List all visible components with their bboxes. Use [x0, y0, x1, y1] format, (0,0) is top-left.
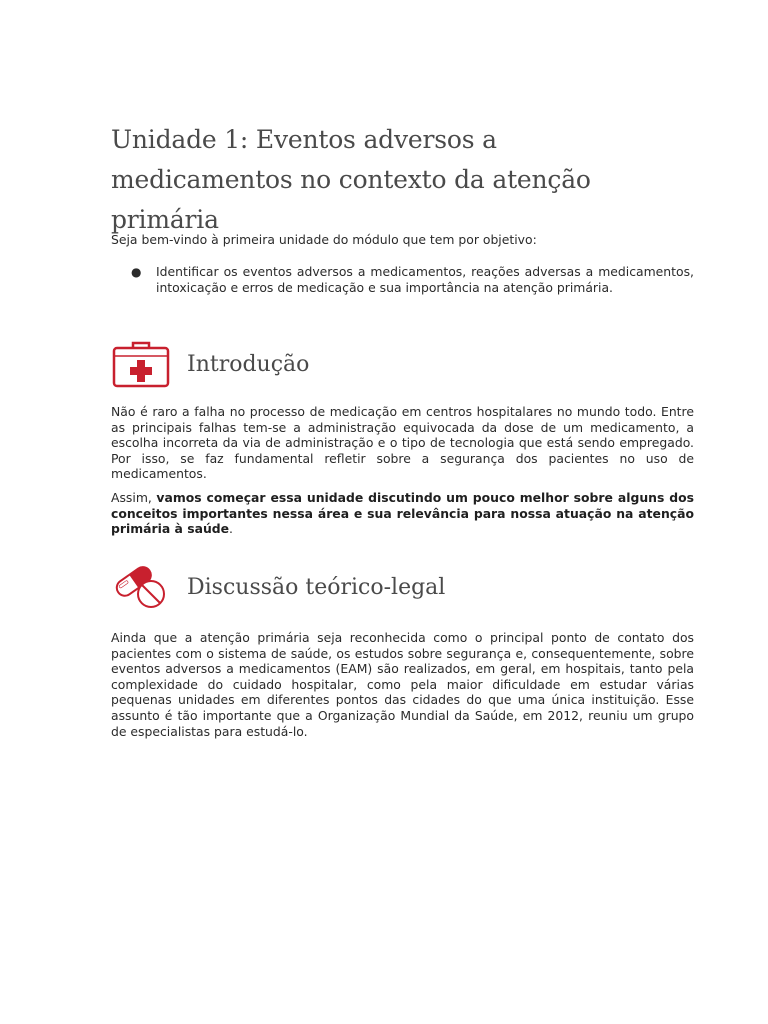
first-aid-kit-icon [111, 339, 171, 389]
intro-paragraph: Não é raro a falha no processo de medicação em centros hospitalares no mundo todo. Entre as principais falhas tem-se a administração equivocada da dose de um medicamento, a escolha incorreta da via de administração e o tipo de tecnologia que está sendo empregado. Por isso, se faz fundamental refletir sobre a segurança dos pacientes no uso de medicamentos. [111, 404, 694, 482]
section-title: Introdução [187, 351, 310, 377]
pills-icon [111, 562, 171, 612]
intro-paragraph-emphasis [111, 490, 694, 537]
bullet-icon: ● [131, 265, 142, 279]
paragraph-lead: Assim, [111, 490, 157, 505]
bold-text: vamos começar essa unidade discutindo um pouco melhor sobre alguns dos conceitos importantes nessa área e sua relevância para nossa atuação na atenção primária à saúde [111, 490, 695, 537]
section-heading-discussao [111, 557, 671, 617]
objectives-list [111, 264, 694, 296]
page-title: Unidade 1: Eventos adversos a medicamentos no contexto da atenção primária [111, 125, 591, 234]
list-item [111, 264, 694, 296]
objective-text: Identificar os eventos adversos a medicamentos, reações adversas a medicamentos, intoxicação e erros de medicação e sua importância na atenção primária. [156, 264, 694, 295]
section-title: Discussão teórico-legal [187, 574, 446, 600]
welcome-text: Seja bem-vindo à primeira unidade do módulo que tem por objetivo: [111, 232, 537, 247]
section-heading-introducao [111, 334, 671, 394]
discussion-paragraph: Ainda que a atenção primária seja reconhecida como o principal ponto de contato dos pacientes com o sistema de saúde, os estudos sobre segurança e, consequentemente, sobre eventos adversos a medicamentos (EAM) são realizados, em geral, em hospitais, tanto pela complexidade do cuidado hospitalar, como pela maior dificuldade em estudar várias pequenas unidades em diferentes pontos das cidades do que uma única instituição. Esse assunto é tão importante que a Organização Mundial da Saúde, em 2012, reuniu um grupo de especialistas para estudá-lo. [111, 630, 694, 739]
paragraph-tail: . [229, 521, 233, 537]
